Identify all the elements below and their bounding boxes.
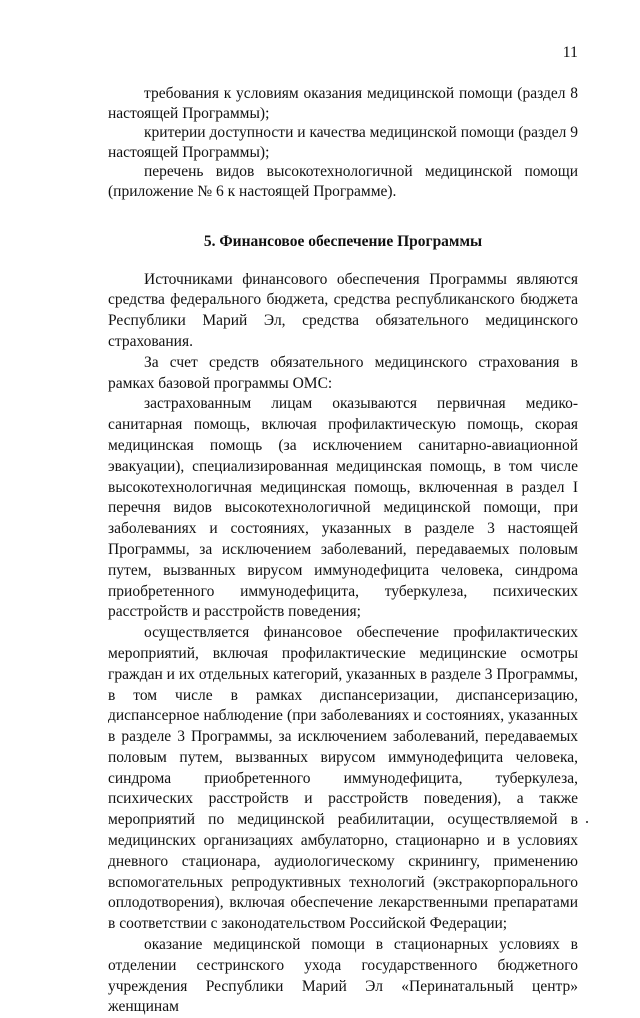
paragraph: Источниками финансового обеспечения Программы являются средства федерального бюджета, средства республиканского бюджета Республики Марий Эл, средства обязательного медицинского страхования. <box>108 270 578 350</box>
page-body <box>108 84 578 1018</box>
list-item: требования к условиям оказания медицинской помощи (раздел 8 настоящей Программы); <box>108 85 578 122</box>
paragraph: За счет средств обязательного медицинского страхования в рамках базовой программы ОМС: <box>108 353 578 392</box>
paragraph: осуществляется финансовое обеспечение профилактических мероприятий, включая профилактические медицинские осмотры граждан и их отдельных категорий, указанных в разделе 3 Программы, в том числе в рамках диспансеризации, диспансеризацию, диспансерное наблюдение (при заболеваниях и состояниях, указанных в разделе 3 Программы, за исключением заболеваний, передаваемых половым путем, вызванных вирусом иммунодефицита человека, синдрома приобретенного иммунодефицита, туберкулеза, психических расстройств и расстройств поведения), а также мероприятий по медицинской реабилитации, осуществляемой в медицинских организациях амбулаторно, стационарно и в условиях дневного стационара, аудиологическому скринингу, применению вспомогательных репродуктивных технологий (экстракорпорального оплодотворения), включая обеспечение лекарственными препаратами в соответствии с законодательством Российской Федерации; <box>108 624 578 933</box>
paragraph: застрахованным лицам оказываются первичная медико-санитарная помощь, включая профилактическую помощь, скорая медицинская помощь (за исключением санитарно-авиационной эвакуации), специализированная медицинская помощь, в том числе высокотехнологичная медицинская помощь, включенная в раздел I перечня видов высокотехнологичной медицинской помощи, при заболеваниях и состояниях, указанных в разделе 3 настоящей Программы, за исключением заболеваний, передаваемых половым путем, вызванных вирусом иммунодефицита человека, синдрома приобретенного иммунодефицита, туберкулеза, психических расстройств и расстройств поведения; <box>108 395 578 621</box>
list-item: критерии доступности и качества медицинской помощи (раздел 9 настоящей Программы); <box>108 124 578 161</box>
scan-mark <box>586 821 588 823</box>
section-heading: 5. Финансовое обеспечение Программы <box>203 232 483 250</box>
paragraph: оказание медицинской помощи в стационарных условиях в отделении сестринского ухода государственного бюджетного учреждения Республики Марий Эл «Перинатальный центр» женщинам <box>108 936 578 1016</box>
page-number: 11 <box>562 44 578 61</box>
list-item: перечень видов высокотехнологичной медицинской помощи (приложение № 6 к настоящей Программе). <box>108 163 578 200</box>
